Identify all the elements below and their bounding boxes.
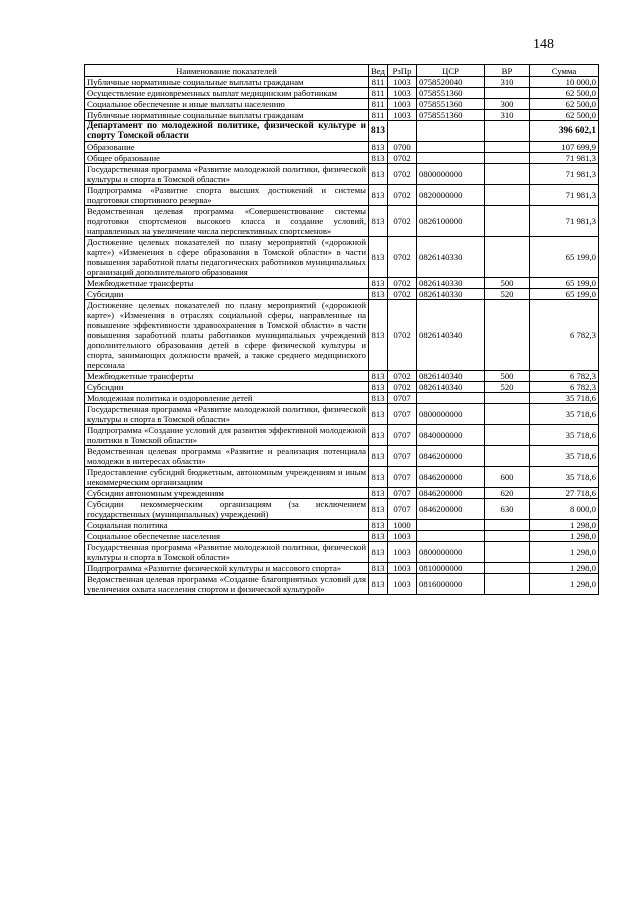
- cell-ved: 813: [369, 289, 388, 300]
- cell-sum: 62 500,0: [530, 99, 599, 110]
- cell-csr: 0820000000: [417, 185, 485, 206]
- cell-name: Общее образование: [85, 153, 369, 164]
- cell-ved: 813: [369, 278, 388, 289]
- cell-sum: 35 718,6: [530, 467, 599, 488]
- cell-csr: 0826140340: [417, 371, 485, 382]
- cell-sum: 35 718,6: [530, 425, 599, 446]
- cell-name: Ведомственная целевая программа «Развитие и реализация потенциала молодежи в интересах области»: [85, 446, 369, 467]
- cell-ved: 813: [369, 520, 388, 531]
- table-row: [85, 563, 599, 574]
- cell-name: Достижение целевых показателей по плану мероприятий («дорожной карте») «Изменения в сфере образования в Томской области» в части повышения заработной платы педагогических работников муниципальных организаций дополнительного образования: [85, 237, 369, 278]
- cell-sum: 8 000,0: [530, 499, 599, 520]
- cell-name: Социальная политика: [85, 520, 369, 531]
- table-row: [85, 77, 599, 88]
- cell-sum: 65 199,0: [530, 278, 599, 289]
- cell-ved: 813: [369, 425, 388, 446]
- cell-ved: 813: [369, 446, 388, 467]
- cell-name: Образование: [85, 142, 369, 153]
- cell-rzpr: 1003: [388, 77, 417, 88]
- cell-sum: 1 298,0: [530, 574, 599, 595]
- cell-csr: 0840000000: [417, 425, 485, 446]
- cell-rzpr: 1003: [388, 563, 417, 574]
- cell-vr: [485, 404, 530, 425]
- cell-csr: 0810000000: [417, 563, 485, 574]
- page-number: 148: [533, 37, 554, 52]
- cell-vr: [485, 563, 530, 574]
- cell-sum: 65 199,0: [530, 237, 599, 278]
- cell-name: Государственная программа «Развитие молодежной политики, физической культуры и спорта в Томской области»: [85, 542, 369, 563]
- cell-ved: 813: [369, 121, 388, 142]
- cell-ved: 813: [369, 488, 388, 499]
- cell-csr: 0826140330: [417, 278, 485, 289]
- cell-name: Субсидии некоммерческим организациям (за исключением государственных (муниципальных) учреждений): [85, 499, 369, 520]
- table-row: [85, 520, 599, 531]
- cell-sum: 71 981,3: [530, 153, 599, 164]
- cell-vr: [485, 542, 530, 563]
- header-csr: ЦСР: [417, 65, 485, 77]
- cell-ved: 813: [369, 393, 388, 404]
- cell-name: Осуществление единовременных выплат медицинским работникам: [85, 88, 369, 99]
- header-ved: Вед: [369, 65, 388, 77]
- cell-vr: [485, 520, 530, 531]
- cell-csr: 0826140330: [417, 289, 485, 300]
- cell-csr: 0758551360: [417, 110, 485, 121]
- table-row: [85, 278, 599, 289]
- cell-rzpr: 0700: [388, 142, 417, 153]
- cell-vr: [485, 121, 530, 142]
- cell-sum: 71 981,3: [530, 206, 599, 237]
- cell-sum: 62 500,0: [530, 110, 599, 121]
- cell-vr: [485, 446, 530, 467]
- cell-csr: 0758520040: [417, 77, 485, 88]
- cell-csr: 0816000000: [417, 574, 485, 595]
- cell-name: Подпрограмма «Создание условий для развития эффективной молодежной политики в Томской области»: [85, 425, 369, 446]
- table-row: [85, 121, 599, 142]
- cell-name: Межбюджетные трансферты: [85, 371, 369, 382]
- cell-name: Подпрограмма «Развитие спорта высших достижений и системы подготовки спортивного резерва»: [85, 185, 369, 206]
- table-row: [85, 371, 599, 382]
- cell-rzpr: 0702: [388, 206, 417, 237]
- table-row: [85, 185, 599, 206]
- cell-vr: 620: [485, 488, 530, 499]
- cell-name: Социальное обеспечение населения: [85, 531, 369, 542]
- cell-name: Межбюджетные трансферты: [85, 278, 369, 289]
- table-body: [85, 77, 599, 595]
- cell-rzpr: 0702: [388, 153, 417, 164]
- cell-ved: 811: [369, 99, 388, 110]
- cell-sum: 6 782,3: [530, 382, 599, 393]
- table-row: [85, 110, 599, 121]
- cell-vr: 300: [485, 99, 530, 110]
- cell-csr: [417, 531, 485, 542]
- cell-vr: [485, 88, 530, 99]
- cell-ved: 813: [369, 563, 388, 574]
- cell-vr: 520: [485, 289, 530, 300]
- cell-sum: 62 500,0: [530, 88, 599, 99]
- cell-csr: [417, 121, 485, 142]
- cell-rzpr: 0707: [388, 488, 417, 499]
- table-row: [85, 142, 599, 153]
- table-row: [85, 289, 599, 300]
- cell-ved: 813: [369, 164, 388, 185]
- table-row: [85, 425, 599, 446]
- cell-csr: [417, 153, 485, 164]
- cell-ved: 811: [369, 88, 388, 99]
- cell-ved: 813: [369, 531, 388, 542]
- cell-csr: 0758551360: [417, 88, 485, 99]
- cell-sum: 27 718,6: [530, 488, 599, 499]
- table-row: [85, 531, 599, 542]
- cell-sum: 65 199,0: [530, 289, 599, 300]
- cell-vr: 310: [485, 110, 530, 121]
- cell-vr: 310: [485, 77, 530, 88]
- cell-vr: [485, 425, 530, 446]
- cell-name: Ведомственная целевая программа «Создание благоприятных условий для увеличения охвата населения спортом и физической культурой»: [85, 574, 369, 595]
- table-row: [85, 237, 599, 278]
- cell-sum: 71 981,3: [530, 185, 599, 206]
- cell-name: Департамент по молодежной политике, физической культуре и спорту Томской области: [85, 121, 369, 142]
- cell-name: Публичные нормативные социальные выплаты гражданам: [85, 110, 369, 121]
- cell-csr: 0826100000: [417, 206, 485, 237]
- cell-name: Публичные нормативные социальные выплаты гражданам: [85, 77, 369, 88]
- cell-sum: 71 981,3: [530, 164, 599, 185]
- cell-name: Социальное обеспечение и иные выплаты населению: [85, 99, 369, 110]
- cell-ved: 813: [369, 237, 388, 278]
- cell-vr: [485, 142, 530, 153]
- cell-name: Молодежная политика и оздоровление детей: [85, 393, 369, 404]
- table-row: [85, 499, 599, 520]
- cell-vr: [485, 393, 530, 404]
- table-row: [85, 393, 599, 404]
- cell-rzpr: 0702: [388, 289, 417, 300]
- cell-csr: 0800000000: [417, 542, 485, 563]
- cell-rzpr: 1000: [388, 520, 417, 531]
- cell-vr: 630: [485, 499, 530, 520]
- cell-rzpr: [388, 121, 417, 142]
- cell-rzpr: 1003: [388, 99, 417, 110]
- cell-ved: 813: [369, 206, 388, 237]
- cell-ved: 811: [369, 77, 388, 88]
- cell-rzpr: 1003: [388, 542, 417, 563]
- cell-rzpr: 1003: [388, 88, 417, 99]
- cell-rzpr: 0702: [388, 371, 417, 382]
- table-row: [85, 542, 599, 563]
- cell-ved: 813: [369, 574, 388, 595]
- cell-rzpr: 0707: [388, 393, 417, 404]
- cell-sum: 10 000,0: [530, 77, 599, 88]
- cell-csr: 0800000000: [417, 164, 485, 185]
- cell-ved: 813: [369, 542, 388, 563]
- cell-name: Государственная программа «Развитие молодежной политики, физической культуры и спорта в Томской области»: [85, 404, 369, 425]
- cell-ved: 813: [369, 371, 388, 382]
- cell-csr: 0846200000: [417, 467, 485, 488]
- cell-rzpr: 0702: [388, 278, 417, 289]
- cell-name: Государственная программа «Развитие молодежной политики, физической культуры и спорта в Томской области»: [85, 164, 369, 185]
- header-sum: Сумма: [530, 65, 599, 77]
- cell-rzpr: 0702: [388, 237, 417, 278]
- cell-rzpr: 0707: [388, 404, 417, 425]
- cell-vr: [485, 185, 530, 206]
- cell-vr: 500: [485, 278, 530, 289]
- table-row: [85, 446, 599, 467]
- cell-vr: [485, 574, 530, 595]
- cell-rzpr: 0702: [388, 300, 417, 371]
- cell-rzpr: 0702: [388, 164, 417, 185]
- table-row: [85, 488, 599, 499]
- cell-sum: 1 298,0: [530, 542, 599, 563]
- cell-rzpr: 0702: [388, 382, 417, 393]
- cell-ved: 813: [369, 467, 388, 488]
- cell-name: Субсидии: [85, 289, 369, 300]
- cell-rzpr: 1003: [388, 574, 417, 595]
- cell-name: Ведомственная целевая программа «Совершенствование системы подготовки спортсменов высокого класса и создание условий, направленных на увеличение числа перспективных спортсменов»: [85, 206, 369, 237]
- cell-name: Предоставление субсидий бюджетным, автономным учреждениям и иным некоммерческим организациям: [85, 467, 369, 488]
- cell-name: Субсидии автономным учреждениям: [85, 488, 369, 499]
- cell-sum: 396 602,1: [530, 121, 599, 142]
- cell-rzpr: 0707: [388, 446, 417, 467]
- cell-sum: 1 298,0: [530, 563, 599, 574]
- table-row: [85, 88, 599, 99]
- cell-ved: 813: [369, 153, 388, 164]
- cell-name: Достижение целевых показателей по плану мероприятий («дорожной карте») «Изменения в отраслях социальной сферы, направленные на повышение эффективности здравоохранения в Томской области» в части повышения заработной платы работников муниципальных учреждений дополнительного образования детей в сфере физической культуры и спорта, занимающих должности врачей, а также среднего медицинского персонала: [85, 300, 369, 371]
- cell-sum: 1 298,0: [530, 531, 599, 542]
- cell-sum: 1 298,0: [530, 520, 599, 531]
- cell-csr: [417, 142, 485, 153]
- cell-sum: 6 782,3: [530, 300, 599, 371]
- cell-csr: 0758551360: [417, 99, 485, 110]
- cell-vr: [485, 237, 530, 278]
- cell-rzpr: 1003: [388, 110, 417, 121]
- cell-vr: [485, 164, 530, 185]
- cell-csr: 0826140340: [417, 300, 485, 371]
- table-row: [85, 382, 599, 393]
- cell-sum: 35 718,6: [530, 446, 599, 467]
- header-vr: ВР: [485, 65, 530, 77]
- cell-ved: 813: [369, 185, 388, 206]
- cell-csr: 0846200000: [417, 499, 485, 520]
- cell-name: Субсидии: [85, 382, 369, 393]
- cell-rzpr: 0707: [388, 467, 417, 488]
- cell-csr: [417, 393, 485, 404]
- cell-sum: 35 718,6: [530, 393, 599, 404]
- cell-vr: 600: [485, 467, 530, 488]
- cell-rzpr: 0707: [388, 425, 417, 446]
- cell-csr: [417, 520, 485, 531]
- cell-ved: 813: [369, 499, 388, 520]
- header-rzpr: РзПр: [388, 65, 417, 77]
- cell-csr: 0826140330: [417, 237, 485, 278]
- cell-sum: 6 782,3: [530, 371, 599, 382]
- table-row: [85, 574, 599, 595]
- table-row: [85, 467, 599, 488]
- cell-vr: 520: [485, 382, 530, 393]
- cell-ved: 811: [369, 110, 388, 121]
- budget-table: [84, 64, 599, 595]
- cell-name: Подпрограмма «Развитие физической культуры и массового спорта»: [85, 563, 369, 574]
- cell-sum: 35 718,6: [530, 404, 599, 425]
- table-row: [85, 153, 599, 164]
- cell-vr: [485, 153, 530, 164]
- cell-vr: 500: [485, 371, 530, 382]
- cell-vr: [485, 300, 530, 371]
- cell-csr: 0846200000: [417, 488, 485, 499]
- cell-ved: 813: [369, 382, 388, 393]
- cell-vr: [485, 531, 530, 542]
- cell-csr: 0846200000: [417, 446, 485, 467]
- cell-ved: 813: [369, 300, 388, 371]
- cell-ved: 813: [369, 404, 388, 425]
- table-row: [85, 99, 599, 110]
- cell-csr: 0800000000: [417, 404, 485, 425]
- cell-rzpr: 1003: [388, 531, 417, 542]
- table-header-row: [85, 65, 599, 77]
- cell-vr: [485, 206, 530, 237]
- table-row: [85, 300, 599, 371]
- cell-rzpr: 0707: [388, 499, 417, 520]
- cell-sum: 107 699,9: [530, 142, 599, 153]
- cell-ved: 813: [369, 142, 388, 153]
- cell-rzpr: 0702: [388, 185, 417, 206]
- cell-csr: 0826140340: [417, 382, 485, 393]
- table-row: [85, 164, 599, 185]
- table-row: [85, 206, 599, 237]
- header-name: Наименование показателей: [85, 65, 369, 77]
- table-row: [85, 404, 599, 425]
